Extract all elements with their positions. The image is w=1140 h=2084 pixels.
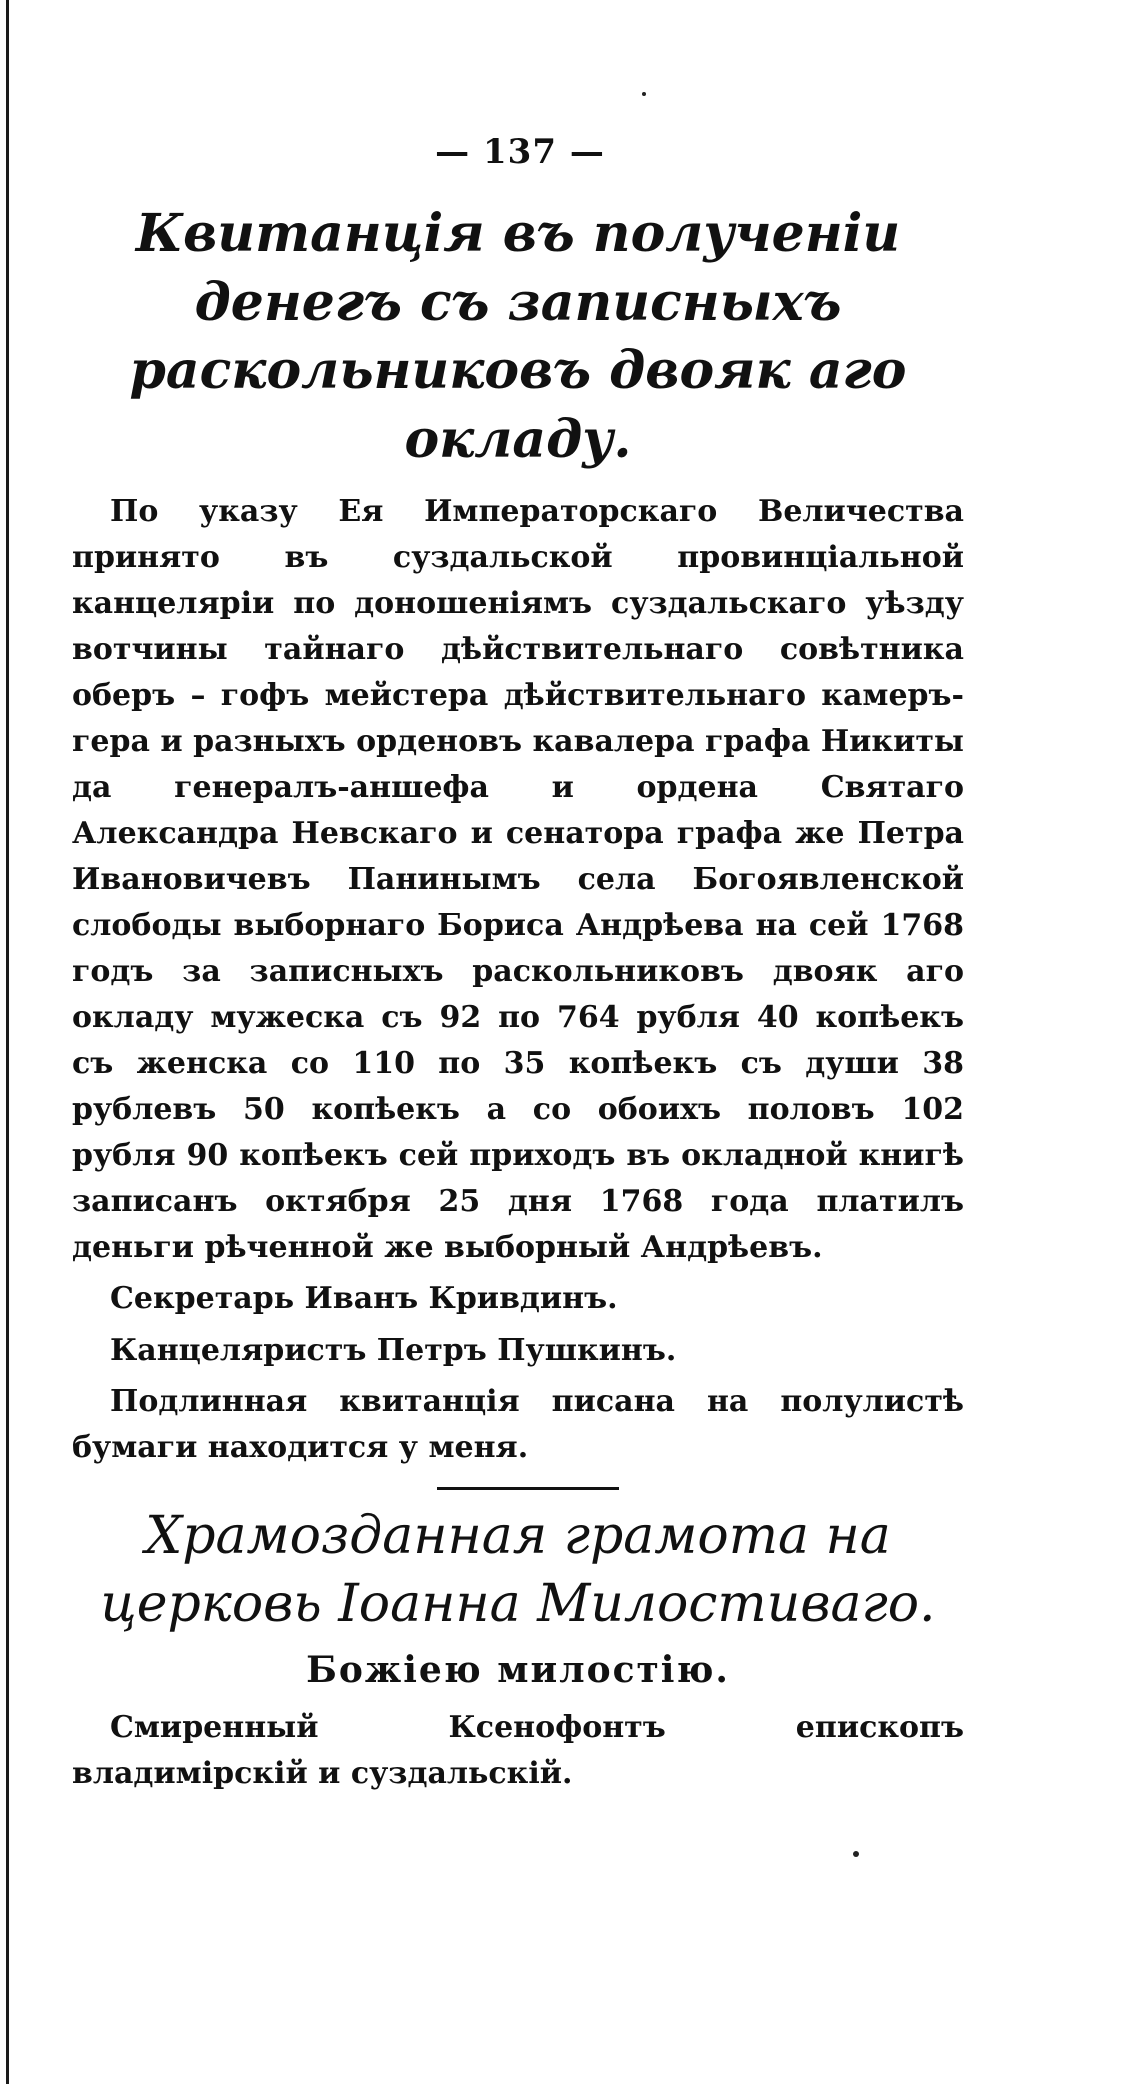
page-edge <box>6 0 9 2084</box>
receipt-paragraph: По указу Ея Императорскаго Величества принято въ суздальской провинціальной канцеляріи по доношеніямъ суздальскаго уѣзду вотчины тайнаго дѣйствительнаго совѣтника оберъ – гофъ мейстера дѣйствительнаго камеръ-гера и разныхъ орденовъ кавалера графа Никиты да генералъ-аншефа и ордена Святаго Александра Невскаго и сенатора графа же Петра Ивановичевъ Панинымъ села Богоявленской слободы выборнаго Бориса Андрѣева на сей 1768 годъ за записныхъ раскольниковъ двояк аго окладу мужеска съ 92 по 764 рубля 40 копѣекъ съ женска со 110 по 35 копѣекъ съ души 38 рублевъ 50 копѣекъ а со обоихъ половъ 102 рубля 90 копѣекъ сей приходъ въ окладной книгѣ записанъ октября 25 дня 1768 года платилъ деньги рѣченной же выборный Андрѣевъ. <box>72 493 964 1265</box>
signature-clerk: Канцеляристъ Петръ Пушкинъ. <box>110 1332 677 1368</box>
section-divider <box>437 1487 619 1490</box>
page-content <box>72 200 964 1797</box>
page-number: — 137 — <box>435 132 605 172</box>
ink-speck <box>853 1851 859 1857</box>
ink-speck <box>642 92 646 96</box>
section-title-receipt: Квитанція въ полученіи денегъ съ записныхъ раскольниковъ двояк аго окладу. <box>129 203 907 470</box>
receipt-note: Подлинная квитанція писана на полулистѣ бумаги находится у меня. <box>72 1383 964 1465</box>
section-title-charter: Храмозданная грамота на церковь Іоанна Милостиваго. <box>100 1505 936 1635</box>
charter-heading: Божіею милостію. <box>306 1648 730 1691</box>
signature-secretary: Секретарь Иванъ Кривдинъ. <box>110 1280 618 1316</box>
charter-paragraph: Смиренный Ксенофонтъ епископъ владимірскій и суздальскій. <box>72 1709 964 1791</box>
